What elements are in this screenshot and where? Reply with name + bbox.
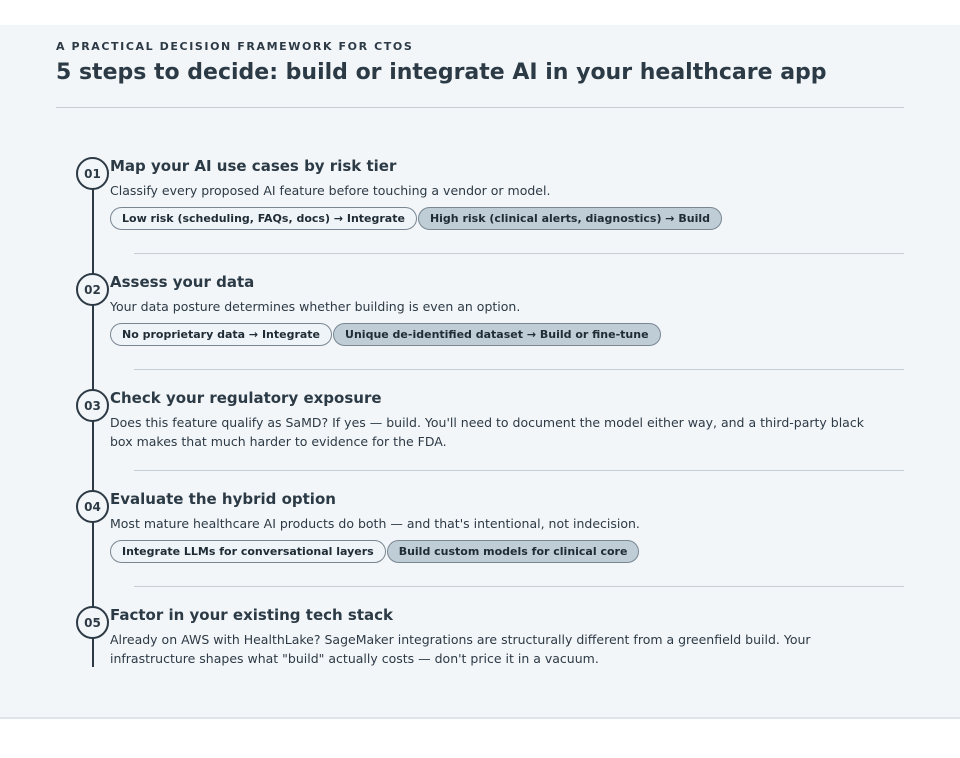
step-description: Your data posture determines whether building is even an option. [110,299,521,314]
eyebrow-label: A PRACTICAL DECISION FRAMEWORK FOR CTOS [56,40,414,53]
step-divider [134,253,904,254]
pill-build: Build custom models for clinical core [387,540,640,563]
step-title: Evaluate the hybrid option [110,490,336,508]
step-number-badge: 03 [76,389,109,422]
pill-integrate: Low risk (scheduling, FAQs, docs) → Integrate [110,207,417,230]
step-number-badge: 04 [76,490,109,523]
step-number-badge: 02 [76,273,109,306]
step-title: Map your AI use cases by risk tier [110,157,397,175]
step-description: Most mature healthcare AI products do both — and that's intentional, not indecision. [110,516,640,531]
step-divider [134,586,904,587]
step-title: Factor in your existing tech stack [110,606,393,624]
step-title: Assess your data [110,273,255,291]
header-divider [56,107,904,108]
step-pills [110,323,661,346]
step-description: Classify every proposed AI feature before touching a vendor or model. [110,183,551,198]
step-number-badge: 01 [76,157,109,190]
pill-integrate: No proprietary data → Integrate [110,323,332,346]
step-description: Does this feature qualify as SaMD? If yes — build. You'll need to document the model either way, and a third-party black box makes that much harder to evidence for the FDA. [110,415,864,449]
page-title: 5 steps to decide: build or integrate AI in your healthcare app [56,60,827,85]
framework-card [0,25,960,719]
pill-integrate: Integrate LLMs for conversational layers [110,540,386,563]
step-title: Check your regulatory exposure [110,389,382,407]
pill-build: High risk (clinical alerts, diagnostics) → Build [418,207,722,230]
pill-build: Unique de-identified dataset → Build or fine-tune [333,323,661,346]
step-divider [134,369,904,370]
step-pills [110,540,639,563]
step-description: Already on AWS with HealthLake? SageMaker integrations are structurally different from a greenfield build. Your infrastructure shapes what "build" actually costs — don't price it in a vacuum. [110,632,811,666]
step-pills [110,207,722,230]
step-number-badge: 05 [76,606,109,639]
step-divider [134,470,904,471]
